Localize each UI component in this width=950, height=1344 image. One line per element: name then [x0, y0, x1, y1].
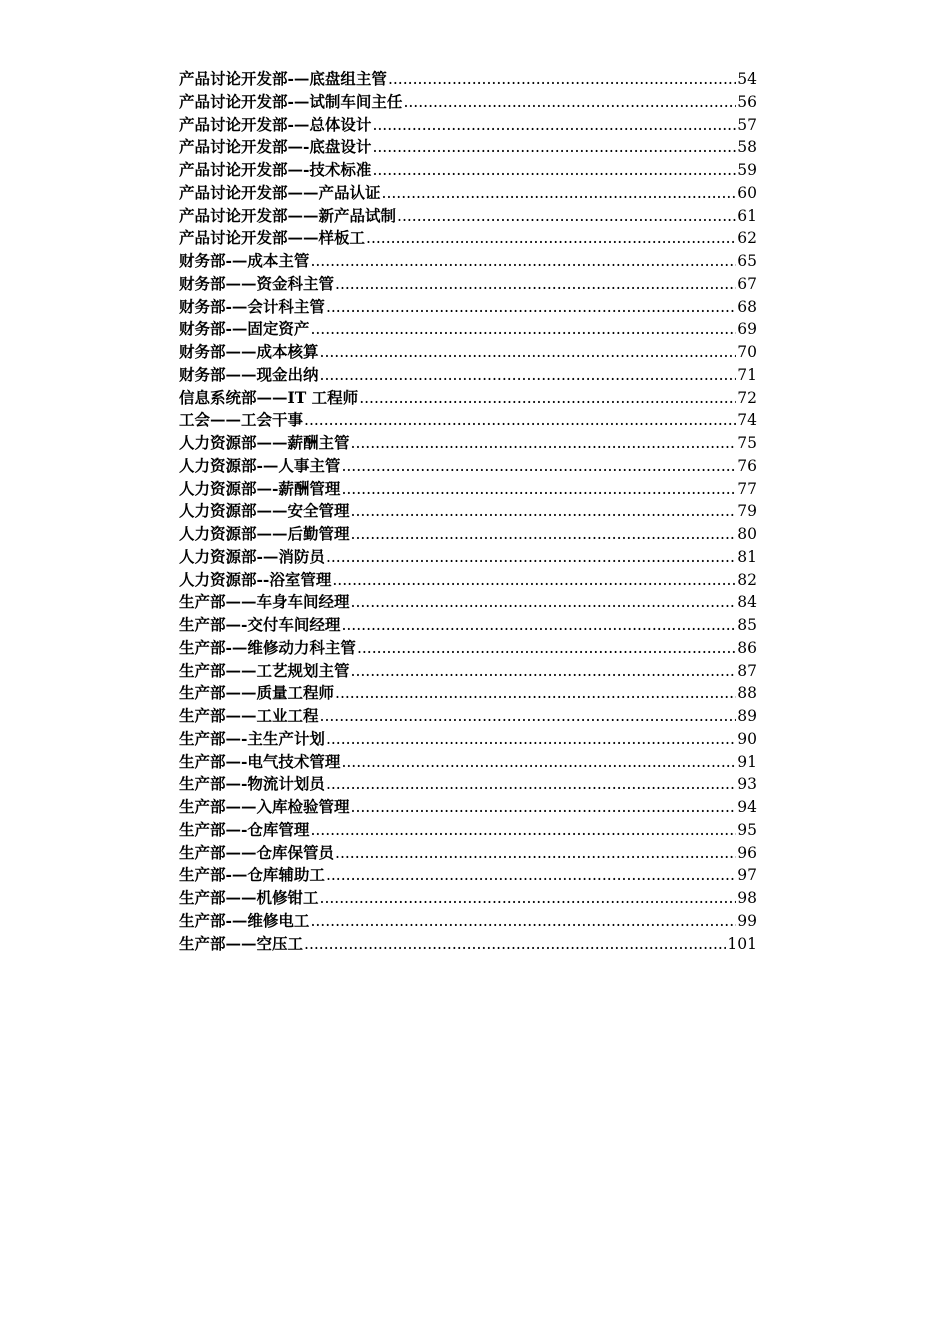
toc-entry-page-number: 96	[737, 843, 757, 862]
toc-entry[interactable]	[179, 569, 757, 592]
toc-entry-title: 生产部——车身车间经理	[179, 592, 350, 612]
toc-entry-title: 产品讨论开发部-—总体设计	[179, 114, 372, 134]
toc-dot-leader	[310, 819, 736, 842]
toc-entry-page-number: 71	[737, 365, 757, 384]
toc-entry-title: 工会——工会干事	[179, 410, 304, 430]
toc-entry-title: 财务部-—固定资产	[179, 319, 310, 339]
toc-entry-title: 生产部——仓库保管员	[179, 842, 335, 862]
toc-entry-page-number: 58	[737, 138, 757, 157]
toc-dot-leader	[388, 68, 736, 91]
toc-dot-leader	[332, 569, 736, 592]
toc-dot-leader	[372, 114, 736, 137]
toc-entry[interactable]	[179, 682, 757, 705]
toc-entry-page-number: 91	[737, 752, 757, 771]
toc-dot-leader	[326, 773, 736, 796]
toc-entry-page-number: 79	[737, 502, 757, 521]
toc-entry-title: 生产部——空压工	[179, 933, 304, 953]
toc-entry-page-number: 101	[727, 934, 757, 953]
toc-entry-page-number: 82	[737, 570, 757, 589]
toc-dot-leader	[326, 546, 736, 569]
toc-entry-page-number: 75	[737, 434, 757, 452]
toc-entry-title: 财务部-—会计科主管	[179, 296, 325, 316]
toc-entry-page-number: 88	[737, 684, 757, 703]
toc-entry[interactable]	[179, 91, 757, 114]
toc-entry-page-number: 94	[737, 798, 757, 816]
toc-entry-title: 生产部—-仓库管理	[179, 819, 310, 839]
toc-dot-leader	[351, 660, 737, 683]
toc-entry-title: 人力资源部-—消防员	[179, 546, 325, 566]
toc-dot-leader	[320, 341, 737, 364]
toc-dot-leader	[341, 614, 736, 637]
toc-dot-leader	[382, 182, 737, 205]
toc-entry-page-number: 67	[737, 274, 757, 293]
toc-dot-leader	[320, 364, 737, 387]
toc-entry-page-number: 98	[737, 889, 757, 907]
toc-entry-page-number: 77	[737, 479, 757, 498]
toc-dot-leader	[320, 887, 737, 910]
toc-entry-page-number: 80	[737, 525, 757, 543]
toc-entry-title: 生产部—-主生产计划	[179, 728, 325, 748]
toc-entry-title: 产品讨论开发部—-底盘设计	[179, 137, 372, 157]
toc-entry-title: 人力资源部——薪酬主管	[179, 433, 350, 452]
toc-entry[interactable]	[179, 205, 757, 228]
toc-entry[interactable]	[179, 523, 757, 546]
toc-entry[interactable]	[179, 864, 757, 887]
toc-entry-page-number: 86	[737, 638, 757, 657]
toc-entry[interactable]	[179, 796, 757, 819]
toc-entry[interactable]	[179, 478, 757, 501]
toc-dot-leader	[326, 728, 736, 751]
toc-entry-title: 产品讨论开发部——新产品试制	[179, 205, 397, 225]
toc-entry-page-number: 99	[737, 911, 757, 930]
toc-entry-page-number: 54	[737, 70, 757, 88]
toc-entry-title: 财务部——成本核算	[179, 342, 319, 361]
toc-entry-page-number: 65	[737, 252, 757, 270]
toc-entry[interactable]	[179, 705, 757, 728]
toc-entry-title: 生产部——机修钳工	[179, 888, 319, 907]
toc-entry-title: 生产部—-物流计划员	[179, 774, 325, 794]
toc-entry[interactable]	[179, 614, 757, 637]
toc-entry[interactable]	[179, 637, 757, 660]
toc-entry-title: 产品讨论开发部——产品认证	[179, 182, 381, 202]
toc-entry-title: 生产部—-交付车间经理	[179, 615, 341, 634]
toc-entry-page-number: 60	[737, 183, 757, 202]
toc-dot-leader	[310, 250, 736, 273]
toc-entry-title: 产品讨论开发部-—底盘组主管	[179, 69, 387, 88]
toc-dot-leader	[366, 227, 736, 250]
toc-entry-page-number: 59	[737, 161, 757, 179]
toc-entry[interactable]	[179, 364, 757, 387]
toc-dot-leader	[326, 296, 736, 319]
toc-dot-leader	[351, 500, 737, 523]
toc-entry-page-number: 72	[737, 388, 757, 407]
toc-entry-page-number: 87	[737, 661, 757, 680]
toc-entry[interactable]	[179, 159, 757, 182]
toc-entry-title: 生产部——质量工程师	[179, 683, 335, 703]
toc-entry[interactable]	[179, 910, 757, 933]
toc-entry-title: 生产部——入库检验管理	[179, 797, 350, 816]
toc-entry[interactable]	[179, 933, 757, 956]
toc-entry-page-number: 95	[737, 820, 757, 839]
toc-entry[interactable]	[179, 455, 757, 478]
toc-entry-page-number: 93	[737, 775, 757, 794]
toc-entry[interactable]	[179, 318, 757, 341]
toc-dot-leader	[372, 159, 736, 182]
toc-dot-leader	[351, 796, 737, 819]
toc-dot-leader	[304, 409, 736, 432]
toc-entry-title: 人力资源部——后勤管理	[179, 524, 350, 543]
toc-dot-leader	[351, 432, 737, 455]
toc-entry-title: 生产部——工业工程	[179, 706, 319, 725]
toc-entry[interactable]	[179, 591, 757, 614]
toc-entry[interactable]	[179, 250, 757, 273]
toc-dot-leader	[397, 205, 736, 228]
toc-dot-leader	[326, 864, 736, 887]
toc-entry[interactable]	[179, 273, 757, 296]
toc-entry[interactable]	[179, 341, 757, 364]
toc-entry-title: 人力资源部——安全管理	[179, 501, 350, 521]
toc-entry-title: 信息系统部——IT 工程师	[179, 387, 359, 407]
toc-dot-leader	[320, 705, 737, 728]
toc-entry-title: 财务部-—成本主管	[179, 251, 310, 270]
toc-entry-title: 生产部-—维修电工	[179, 910, 310, 930]
toc-dot-leader	[357, 637, 736, 660]
toc-dot-leader	[351, 591, 737, 614]
toc-entry[interactable]	[179, 500, 757, 523]
toc-entry[interactable]	[179, 136, 757, 159]
table-of-contents	[179, 68, 757, 955]
toc-entry[interactable]	[179, 842, 757, 865]
toc-dot-leader	[403, 91, 736, 114]
toc-dot-leader	[341, 751, 736, 774]
toc-entry-page-number: 90	[737, 729, 757, 748]
toc-entry-page-number: 76	[737, 456, 757, 475]
toc-entry[interactable]	[179, 728, 757, 751]
toc-entry[interactable]	[179, 887, 757, 910]
toc-entry-title: 人力资源部—-薪酬管理	[179, 478, 341, 498]
toc-entry[interactable]	[179, 751, 757, 774]
toc-entry-page-number: 70	[737, 343, 757, 361]
toc-dot-leader	[359, 387, 736, 410]
toc-entry-page-number: 56	[737, 92, 757, 111]
toc-dot-leader	[335, 682, 736, 705]
toc-entry[interactable]	[179, 432, 757, 455]
toc-entry-page-number: 69	[737, 320, 757, 339]
toc-dot-leader	[351, 523, 737, 546]
toc-dot-leader	[304, 933, 726, 956]
toc-entry-page-number: 62	[737, 229, 757, 248]
toc-entry-title: 产品讨论开发部—-技术标准	[179, 160, 372, 179]
toc-entry-title: 产品讨论开发部-—试制车间主任	[179, 91, 403, 111]
toc-dot-leader	[335, 842, 736, 865]
toc-entry-title: 人力资源部--浴室管理	[179, 569, 332, 589]
toc-entry[interactable]	[179, 773, 757, 796]
toc-entry-page-number: 81	[737, 547, 757, 566]
toc-entry-title: 财务部——现金出纳	[179, 364, 319, 384]
toc-entry-title: 生产部—-电气技术管理	[179, 751, 341, 771]
toc-dot-leader	[335, 273, 736, 296]
toc-entry-page-number: 61	[737, 206, 757, 225]
toc-entry[interactable]	[179, 227, 757, 250]
toc-entry-title: 财务部——资金科主管	[179, 273, 335, 293]
toc-entry-title: 生产部-—仓库辅助工	[179, 865, 325, 885]
toc-entry-page-number: 85	[737, 616, 757, 634]
toc-entry-title: 生产部——工艺规划主管	[179, 660, 350, 680]
toc-entry[interactable]	[179, 68, 757, 91]
toc-dot-leader	[372, 136, 736, 159]
toc-entry-page-number: 57	[737, 115, 757, 134]
toc-entry-page-number: 97	[737, 866, 757, 885]
toc-entry[interactable]	[179, 409, 757, 432]
toc-entry-page-number: 89	[737, 707, 757, 725]
toc-entry[interactable]	[179, 546, 757, 569]
toc-entry[interactable]	[179, 660, 757, 683]
toc-entry[interactable]	[179, 819, 757, 842]
toc-dot-leader	[341, 478, 736, 501]
toc-entry-title: 生产部-—维修动力科主管	[179, 637, 356, 657]
toc-entry[interactable]	[179, 387, 757, 410]
toc-entry-page-number: 84	[737, 593, 757, 612]
toc-entry[interactable]	[179, 296, 757, 319]
toc-entry[interactable]	[179, 182, 757, 205]
toc-entry-title: 产品讨论开发部——样板工	[179, 228, 366, 248]
toc-entry-title: 人力资源部-—人事主管	[179, 455, 341, 475]
toc-entry[interactable]	[179, 114, 757, 137]
toc-entry-page-number: 68	[737, 297, 757, 316]
toc-dot-leader	[341, 455, 736, 478]
toc-entry-page-number: 74	[737, 411, 757, 430]
toc-dot-leader	[310, 910, 736, 933]
toc-dot-leader	[310, 318, 736, 341]
